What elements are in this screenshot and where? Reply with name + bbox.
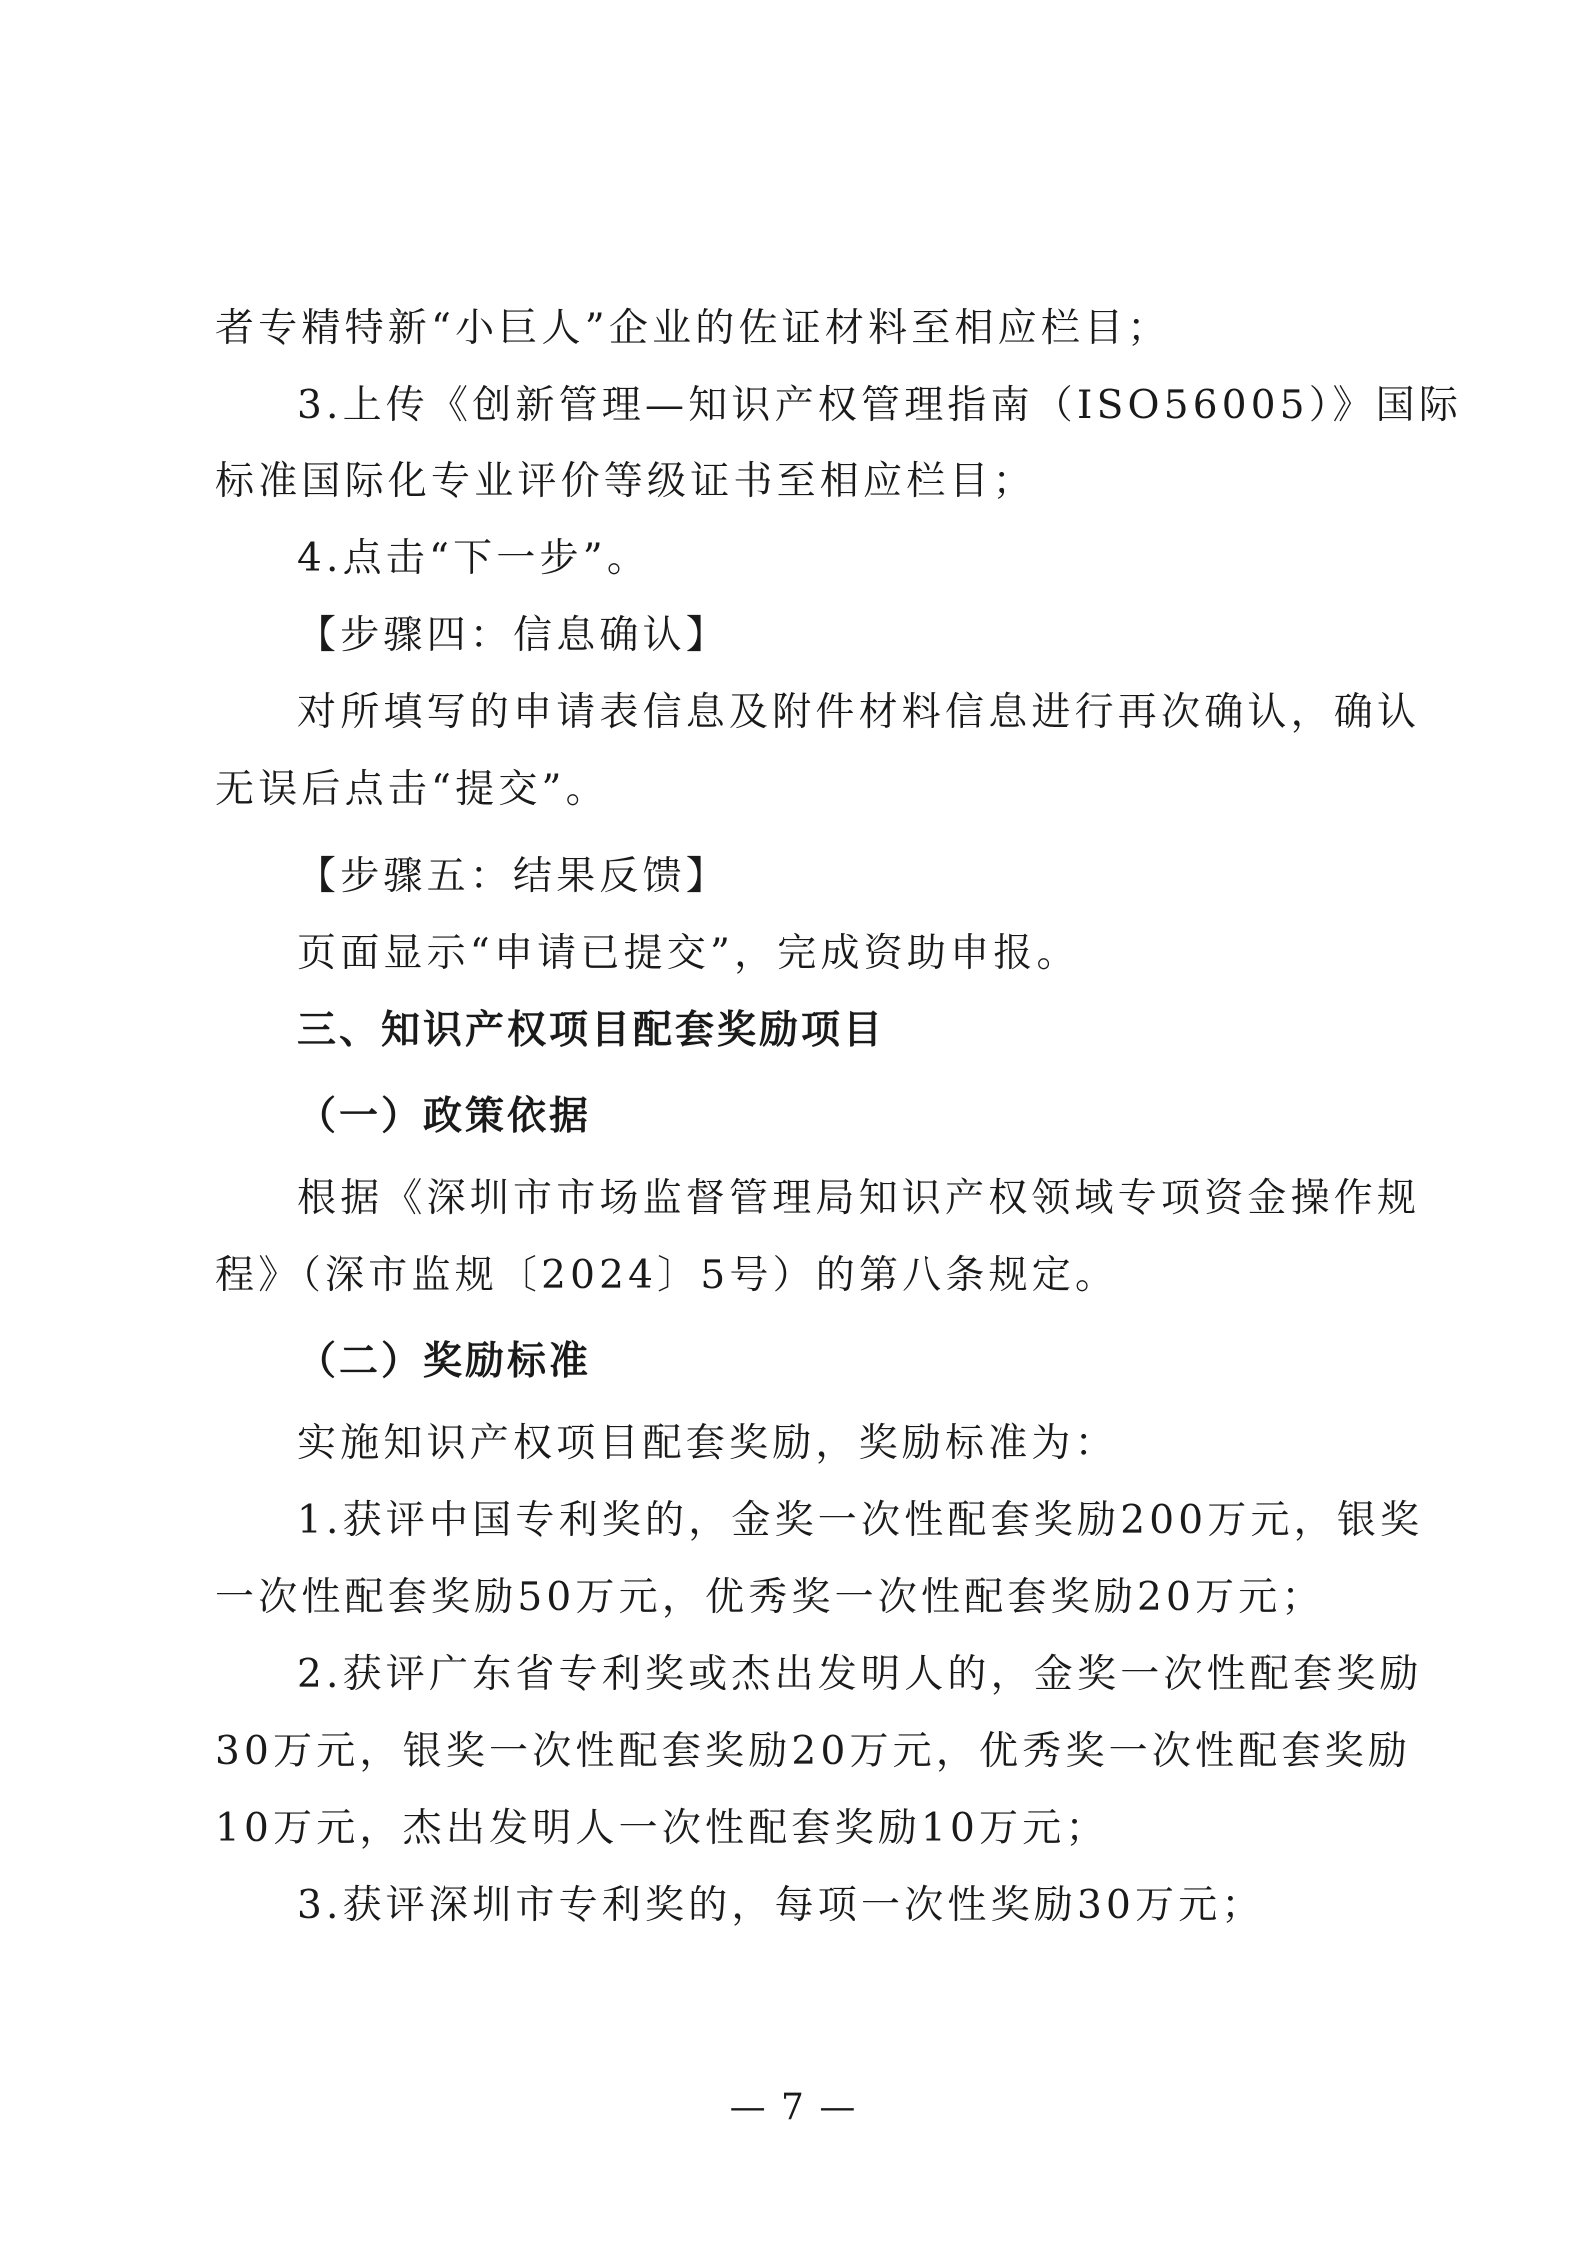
page-number: — 7 — bbox=[729, 2087, 858, 2128]
text-line: 一次性配套奖励50万元，优秀奖一次性配套奖励20万元； bbox=[215, 1575, 1325, 1620]
text-line: 无误后点击“提交”。 bbox=[215, 767, 609, 812]
text-line: 程》（深市监规〔2024〕5号）的第八条规定。 bbox=[215, 1253, 1119, 1298]
text-line: 1.获评中国专利奖的，金奖一次性配套奖励200万元，银奖 bbox=[297, 1498, 1424, 1543]
text-line: 4.点击“下一步”。 bbox=[297, 536, 651, 581]
text-line: 3.获评深圳市专利奖的，每项一次性奖励30万元； bbox=[297, 1883, 1265, 1928]
step-heading: 【步骤五：结果反馈】 bbox=[297, 854, 730, 899]
text-line: 实施知识产权项目配套奖励，奖励标准为： bbox=[297, 1421, 1118, 1466]
text-line: 根据《深圳市市场监督管理局知识产权领域专项资金操作规 bbox=[297, 1176, 1421, 1221]
section-heading: 三、知识产权项目配套奖励项目 bbox=[297, 1008, 886, 1053]
text-line: 对所填写的申请表信息及附件材料信息进行再次确认，确认 bbox=[297, 690, 1421, 735]
text-line: 10万元，杰出发明人一次性配套奖励10万元； bbox=[215, 1806, 1109, 1851]
step-heading: 【步骤四：信息确认】 bbox=[297, 613, 730, 658]
text-line: 2.获评广东省专利奖或杰出发明人的，金奖一次性配套奖励 bbox=[297, 1652, 1423, 1697]
subsection-heading: （一）政策依据 bbox=[297, 1093, 592, 1139]
text-line: 页面显示“申请已提交”，完成资助申报。 bbox=[297, 931, 1080, 976]
text-line: 标准国际化专业评价等级证书至相应栏目； bbox=[215, 459, 1036, 504]
text-line: 30万元，银奖一次性配套奖励20万元，优秀奖一次性配套奖励 bbox=[215, 1729, 1412, 1774]
text-line: 者专精特新“小巨人”企业的佐证材料至相应栏目； bbox=[215, 306, 1171, 351]
text-line: 3.上传《创新管理—知识产权管理指南（ISO56005）》国际 bbox=[297, 383, 1463, 428]
subsection-heading: （二）奖励标准 bbox=[297, 1338, 592, 1384]
